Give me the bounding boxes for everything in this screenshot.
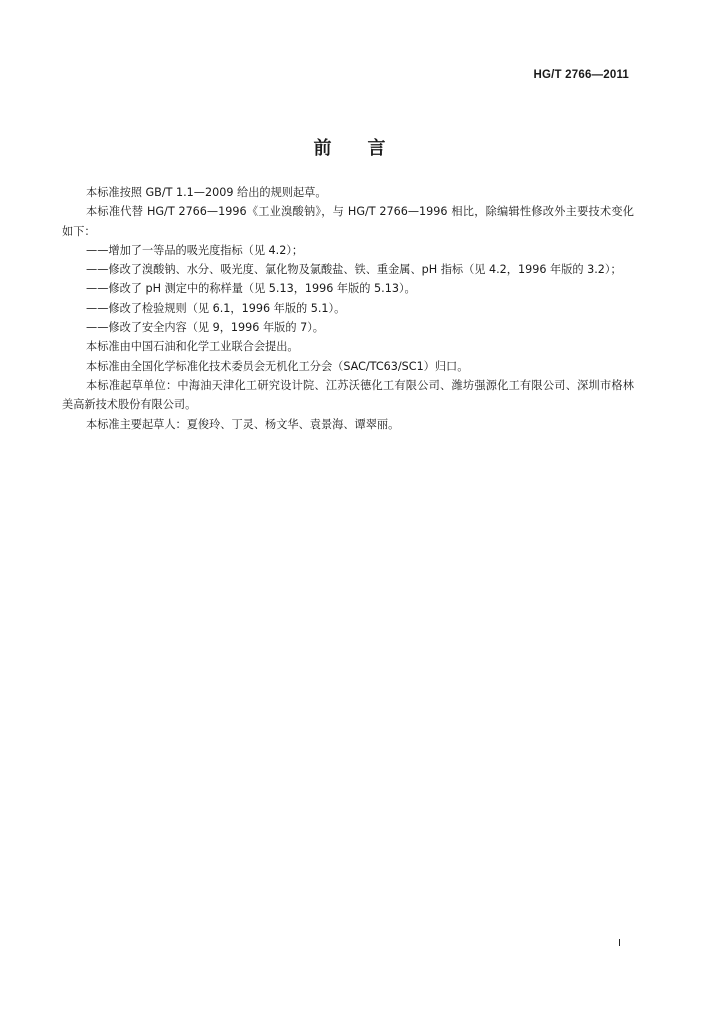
foreword-body (62, 183, 634, 434)
change-item-1: ——增加了一等品的吸光度指标（见 4.2）； (86, 243, 304, 257)
paragraph-replacement: 本标准代替 HG/T 2766—1996《工业溴酸钠》，与 HG/T 2766—1996 相比，除编辑性修改外主要技术变化如下： (62, 205, 634, 238)
page-number: I (618, 938, 621, 949)
paragraph-drafting-units: 本标准起草单位：中海油天津化工研究设计院、江苏沃德化工有限公司、潍坊强源化工有限公司、深圳市格林美高新技术股份有限公司。 (62, 378, 634, 412)
paragraph-proposer: 本标准由中国石油和化学工业联合会提出。 (86, 340, 299, 354)
change-item-3: ——修改了 pH 测定中的称样量（见 5.13，1996 年版的 5.13）。 (86, 282, 416, 296)
change-item-5: ——修改了安全内容（见 9，1996 年版的 7）。 (86, 321, 324, 335)
paragraph-centralized: 本标准由全国化学标准化技术委员会无机化工分会（SAC/TC63/SC1）归口。 (86, 359, 469, 373)
title-char-1: 前 (313, 138, 334, 159)
standard-code: HG/T 2766—2011 (533, 69, 629, 81)
change-item-4: ——修改了检验规则（见 6.1，1996 年版的 5.1）。 (86, 301, 346, 315)
page-title (0, 134, 701, 160)
paragraph-drafting-rules: 本标准按照 GB/T 1.1—2009 给出的规则起草。 (86, 186, 327, 199)
title-char-2: 言 (367, 138, 388, 159)
change-item-2: ——修改了溴酸钠、水分、吸光度、氯化物及氯酸盐、铁、重金属、pH 指标（见 4.2，1996 年版的 3.2）； (86, 263, 622, 277)
paragraph-drafters: 本标准主要起草人：夏俊玲、丁灵、杨文华、袁景海、谭翠丽。 (86, 417, 400, 431)
